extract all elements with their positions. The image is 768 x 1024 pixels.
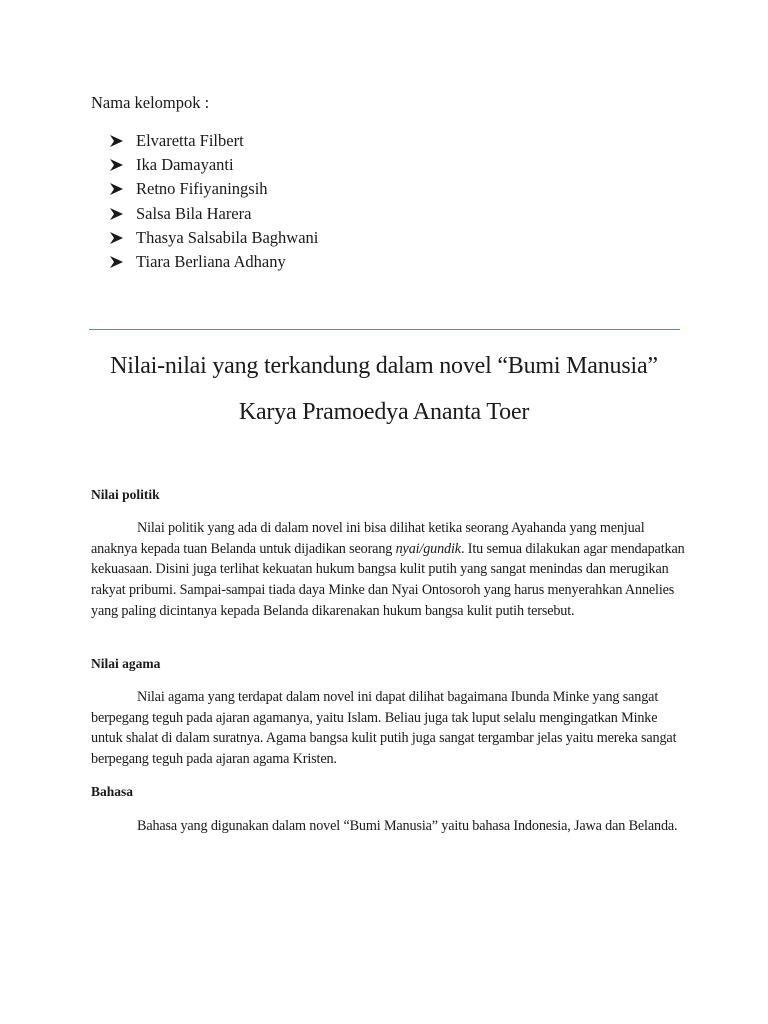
member-name: Thasya Salsabila Baghwani — [136, 227, 319, 247]
section-paragraph — [91, 518, 687, 622]
arrowhead-bullet-icon — [110, 183, 123, 195]
section-politik — [91, 486, 687, 622]
list-item — [110, 129, 318, 153]
paragraph-text: Nilai politik yang ada di dalam novel ini bisa dilihat ketika seorang Ayahanda yang menjual anaknya kepada tuan Belanda untuk dijadikan seorang — [91, 520, 645, 557]
list-item — [110, 250, 318, 274]
horizontal-divider — [89, 329, 680, 330]
member-name: Elvaretta Filbert — [136, 131, 244, 150]
document-subtitle: Karya Pramoedya Ananta Toer — [238, 399, 530, 425]
arrowhead-bullet-icon — [110, 159, 123, 171]
list-item — [110, 153, 318, 177]
section-paragraph: Bahasa yang digunakan dalam novel “Bumi Manusia” yaitu bahasa Indonesia, Jawa dan Belanda. — [137, 818, 678, 834]
section-paragraph: Nilai agama yang terdapat dalam novel ini dapat dilihat bagaimana Ibunda Minke yang sangat berpegang teguh pada ajaran agamanya, yaitu Islam. Beliau juga tak luput selalu mengingatkan Minke untuk shalat di dalam suratnya. Agama bangsa kulit putih juga sangat tergambar jelas yaitu mereka sangat berpegang teguh pada ajaran agama Kristen. — [91, 689, 677, 768]
member-name: Tiara Berliana Adhany — [136, 252, 286, 272]
section-heading: Nilai politik — [91, 487, 160, 502]
group-label: Nama kelompok : — [91, 93, 210, 112]
arrowhead-bullet-icon — [110, 208, 123, 220]
member-list — [110, 129, 318, 274]
italic-term: nyai/gundik — [395, 540, 461, 557]
document-title: Nilai-nilai yang terkandung dalam novel “Bumi Manusia” — [110, 353, 658, 379]
member-name: Retno Fifiyaningsih — [136, 179, 268, 199]
arrowhead-bullet-icon — [110, 232, 123, 244]
arrowhead-bullet-icon — [110, 256, 123, 268]
arrowhead-bullet-icon — [110, 135, 123, 147]
section-bahasa — [91, 783, 687, 837]
paragraph-text: . Itu semua dilakukan agar mendapatkan kekuasaan. Disini juga terlihat kekuatan hukum bangsa kulit putih yang sangat menindas dan merugikan rakyat pribumi. Sampai-sampai tiada daya Minke dan Nyai Ontosoroh yang harus menyerahkan Annelies yang paling dicintanya kepada Belanda dikarenakan hukum bangsa kulit putih tersebut. — [91, 540, 685, 619]
list-item — [110, 202, 318, 226]
list-item — [110, 226, 318, 250]
member-name: Salsa Bila Harera — [136, 203, 252, 223]
member-name: Ika Damayanti — [136, 155, 234, 175]
section-heading: Bahasa — [91, 784, 134, 799]
section-heading: Nilai agama — [91, 656, 161, 671]
list-item — [110, 177, 318, 201]
section-agama — [91, 655, 687, 770]
